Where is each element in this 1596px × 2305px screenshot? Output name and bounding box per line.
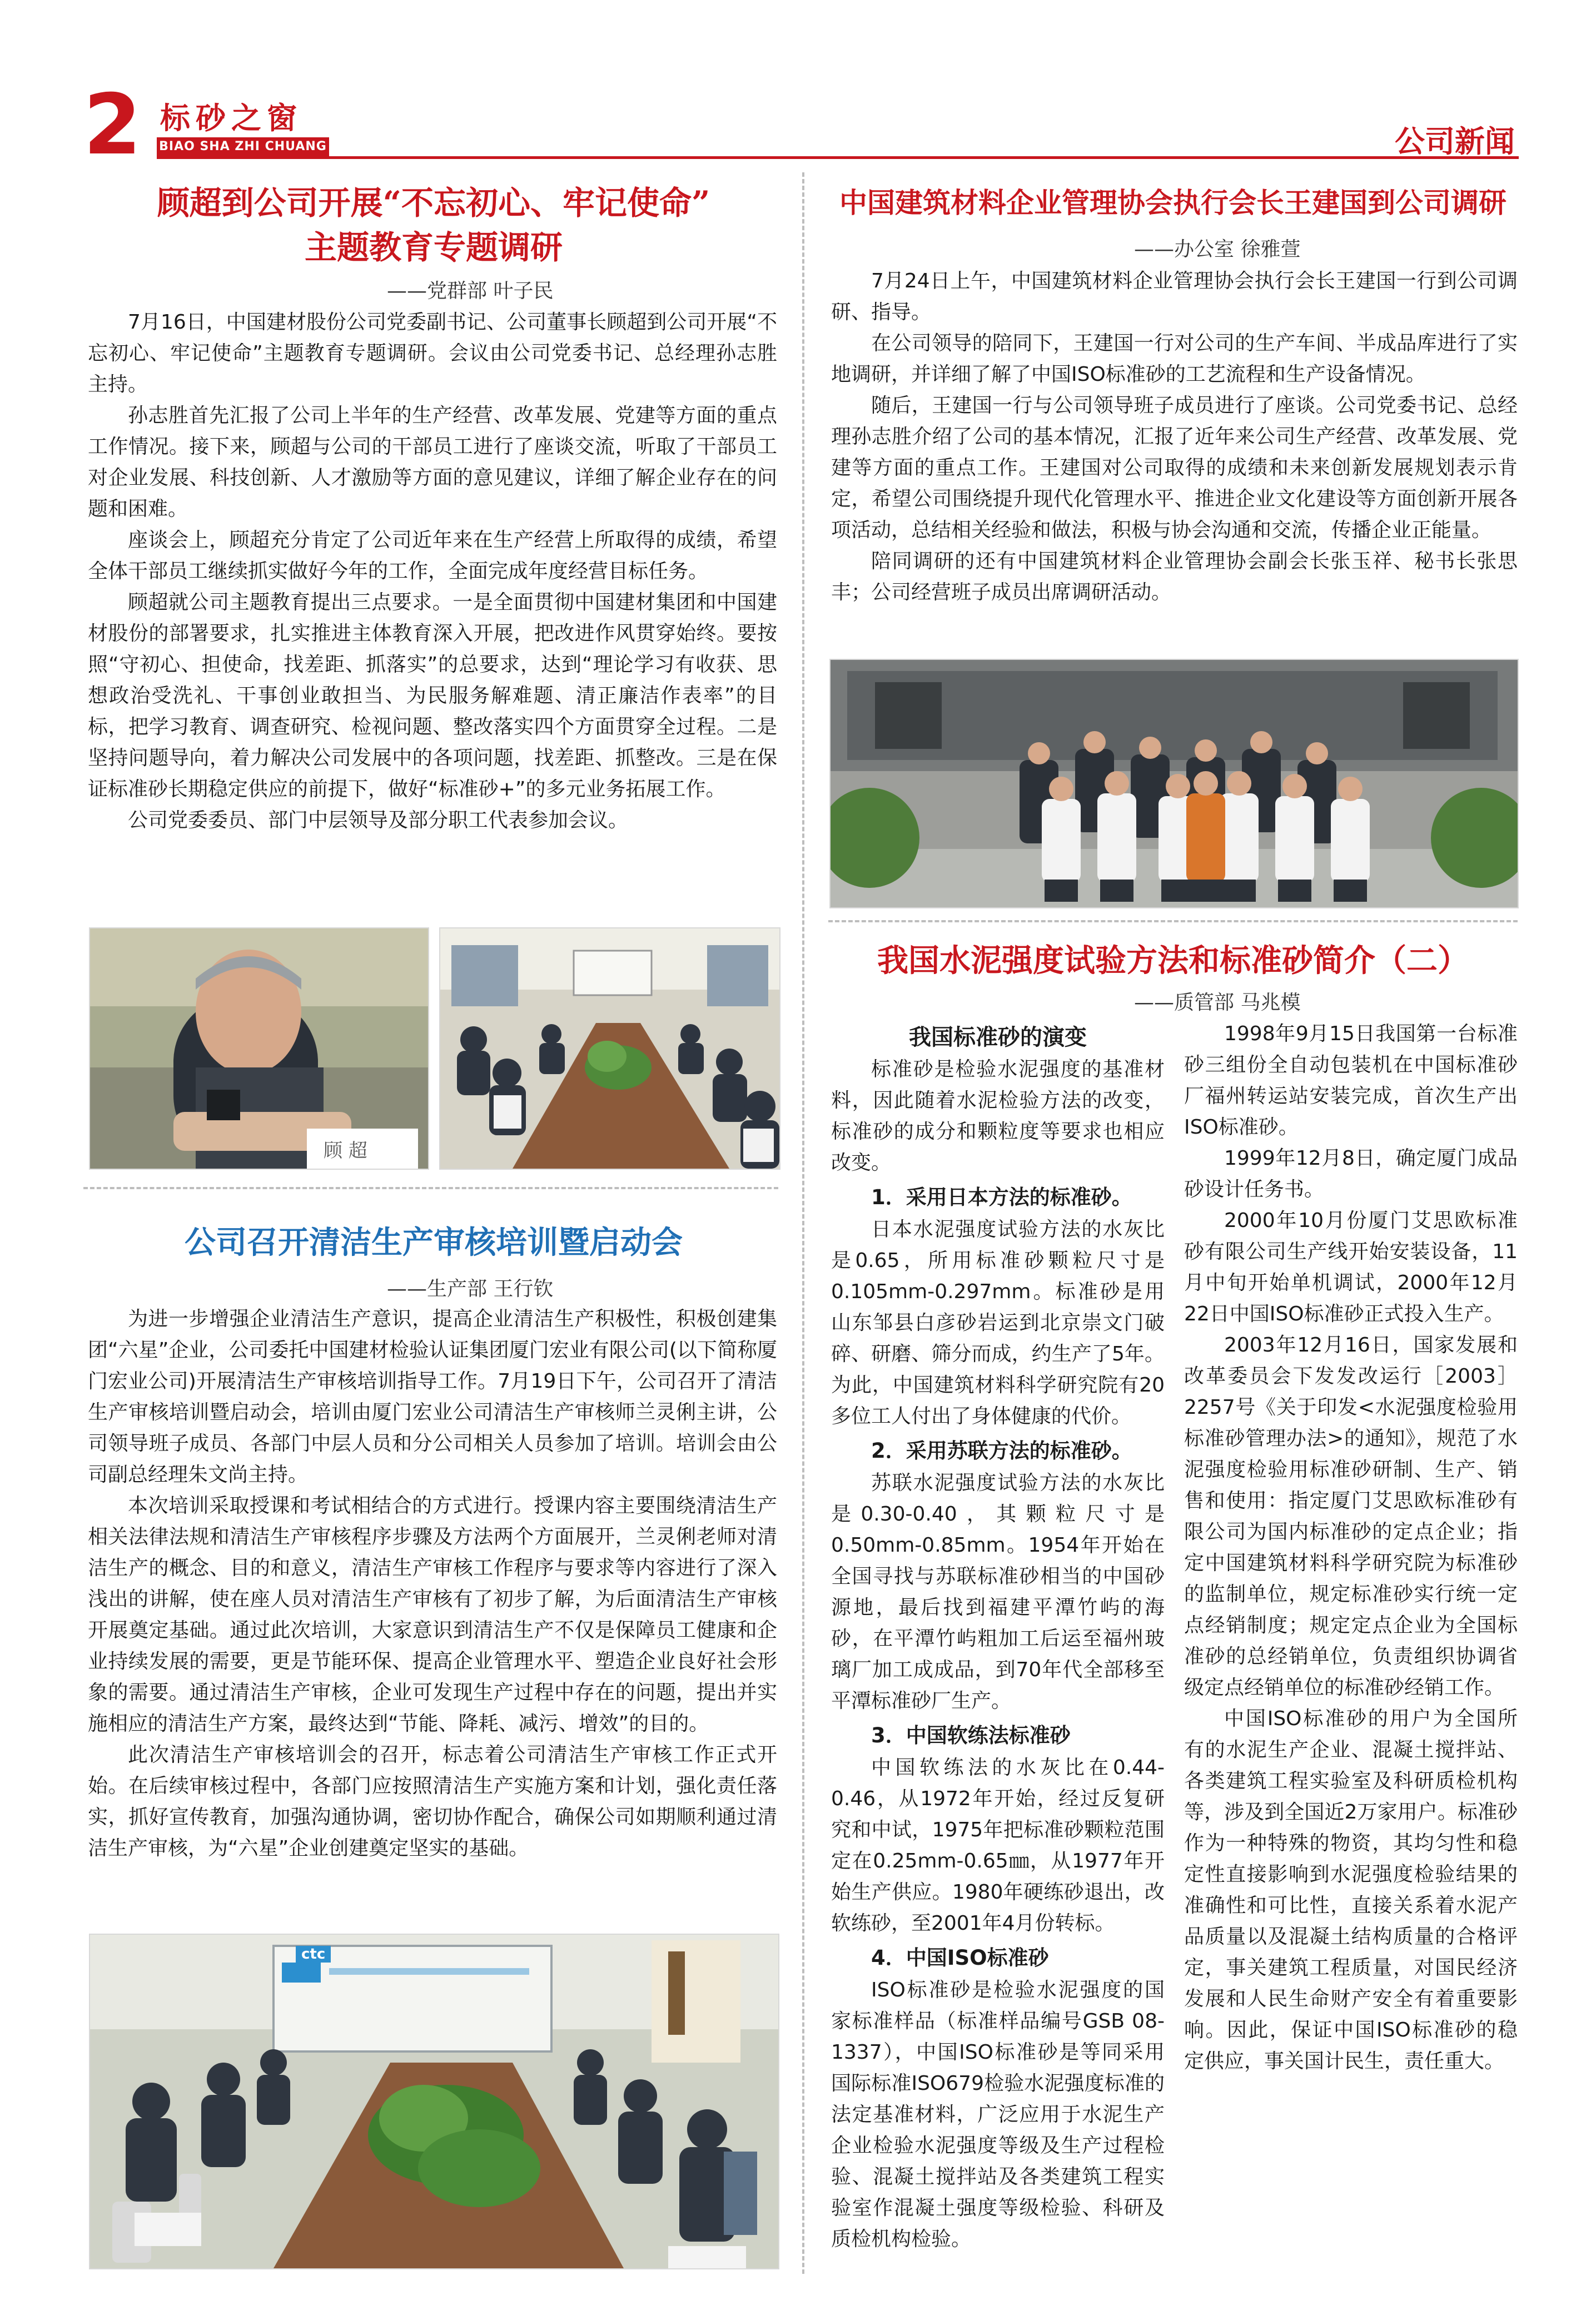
article3-paragraph: 陪同调研的还有中国建筑材料企业管理协会副会长张玉祥、秘书长张思丰；公司经营班子成员出席调研活动。	[831, 550, 1518, 604]
article2-title: 公司召开清洁生产审核培训暨启动会	[185, 1225, 683, 1261]
page-number: 2	[83, 77, 142, 173]
article2-body	[88, 1304, 777, 1864]
article2-photo-training	[89, 1934, 779, 2269]
article1-paragraph: 座谈会上，顾超充分肯定了公司近年来在生产经营上所取得的成绩，希望全体干部员工继续抓实做好今年的工作，全面完成年度经营目标任务。	[88, 529, 777, 583]
article4-byline: ——质管部 马兆模	[1134, 991, 1301, 1014]
article4-heading-2: 2．采用苏联方法的标准砂。	[871, 1439, 1132, 1463]
article3-paragraph: 随后，王建国一行与公司领导班子成员进行了座谈。公司党委书记、总经理孙志胜介绍了公司的基本情况，汇报了近年来公司生产经营、改革发展、党建等方面的重点工作。王建国对公司取得的成绩和未来创新发展规划表示肯定，希望公司围绕提升现代化管理水平、推进企业文化建设等方面创新开展各项活动，总结相关经验和做法，积极与协会沟通和交流，传播企业正能量。	[831, 394, 1518, 542]
article2-paragraph: 此次清洁生产审核培训会的召开，标志着公司清洁生产审核工作正式开始。在后续审核过程中，各部门应按照清洁生产实施方案和计划，强化责任落实，抓好宣传教育，加强沟通协调，密切协作配合，确保公司如期顺利通过清洁生产审核，为“六星”企业创建奠定坚实的基础。	[88, 1743, 777, 1860]
masthead-rule	[157, 156, 1519, 159]
nameplate-text: 顾 超	[324, 1140, 367, 1162]
article2-paragraph: 本次培训采取授课和考试相结合的方式进行。授课内容主要围绕清洁生产相关法律法规和清洁生产审核程序步骤及方法两个方面展开，兰灵俐老师对清洁生产的概念、目的和意义，清洁生产审核工作程序与要求等内容进行了深入浅出的讲解，使在座人员对清洁生产审核有了初步了解，为后面清洁生产审核开展奠定基础。通过此次培训，大家意识到清洁生产不仅是保障员工健康和企业持续发展的需要，更是节能环保、提高企业管理水平、塑造企业良好社会形象的需要。通过清洁生产审核，企业可发现生产过程中存在的问题，提出并实施相应的清洁生产方案，最终达到“节能、降耗、减污、增效”的目的。	[88, 1494, 777, 1735]
article4-paragraph: 2000年10月份厦门艾思欧标准砂有限公司生产线开始安装设备，11月中旬开始单机调试，2000年12月22日中国ISO标准砂正式投入生产。	[1184, 1209, 1518, 1325]
article4-title: 我国水泥强度试验方法和标准砂简介（二）	[877, 942, 1469, 979]
article1-paragraph: 顾超就公司主题教育提出三点要求。一是全面贯彻中国建材集团和中国建材股份的部署要求，扎实推进主体教育深入开展，把改进作风贯穿始终。要按照“守初心、担使命，找差距、抓落实”的总要求，达到“理论学习有收获、思想政治受洗礼、干事创业敢担当、为民服务解难题、清正廉洁作表率”的目标，把学习教育、调查研究、检视问题、整改落实四个方面贯穿全过程。二是坚持问题导向，着力解决公司发展中的各项问题，找差距、抓整改。三是在保证标准砂长期稳定供应的前提下，做好“标准砂+”的多元业务拓展工作。	[88, 591, 777, 801]
article1-title-line1: 顾超到公司开展“不忘初心、牢记使命”	[157, 184, 710, 222]
section-label: 公司新闻	[1395, 123, 1515, 159]
article1-photo-meeting	[439, 927, 780, 1170]
article3-byline: ——办公室 徐雅萱	[1134, 238, 1301, 261]
article1-photo-speaker	[89, 927, 429, 1170]
article1-title	[83, 181, 784, 270]
article3-body	[831, 266, 1518, 608]
article4-heading-4: 4．中国ISO标准砂	[871, 1946, 1049, 1970]
article1-byline: ——党群部 叶子民	[387, 280, 554, 302]
article4-section-title: 我国标准砂的演变	[909, 1025, 1087, 1050]
article4-intro: 标准砂是检验水泥强度的基准材料，因此随着水泥检验方法的改变，标准砂的成分和颗粒度等要求也相应改变。	[831, 1058, 1165, 1174]
left-section-divider	[83, 1187, 778, 1189]
column-divider	[802, 172, 804, 2274]
masthead-title: 标砂之窗	[160, 100, 302, 136]
article2-byline: ——生产部 王行钦	[387, 1278, 554, 1300]
article4-paragraph: 日本水泥强度试验方法的水灰比是0.65，所用标准砂颗粒尺寸是0.105mm-0.297mm。标准砂是用山东邹县白彦砂岩运到北京崇文门破碎、研磨、筛分而成，约生产了5年。为此，中国建筑材料科学研究院有20多位工人付出了身体健康的代价。	[831, 1218, 1165, 1428]
article4-column-left	[831, 1019, 1165, 2255]
article4-heading-1: 1．采用日本方法的标准砂。	[871, 1185, 1132, 1209]
article4-paragraph: 2003年12月16日，国家发展和改革委员会下发发改运行［2003］2257号《关于印发<水泥强度检验用标准砂管理办法>的通知》，规范了水泥强度检验用标准砂研制、生产、销售和使用：指定厦门艾思欧标准砂有限公司为国内标准砂的定点企业；指定中国建筑材料科学研究院为标准砂的监制单位，规定标准砂实行统一定点经销制度；规定定点企业为全国标准砂的总经销单位，负责组织协调省级定点经销单位的标准砂经销工作。	[1184, 1334, 1518, 1699]
article2-paragraph: 为进一步增强企业清洁生产意识，提高企业清洁生产积极性，积极创建集团“六星”企业，公司委托中国建材检验认证集团厦门宏业有限公司(以下简称厦门宏业公司)开展清洁生产审核培训指导工作。7月19日下午，公司召开了清洁生产审核培训暨启动会，培训由厦门宏业公司清洁生产审核师兰灵俐主讲，公司领导班子成员、各部门中层人员和分公司相关人员参加了培训。培训会由公司副总经理朱文尚主持。	[88, 1308, 777, 1486]
article1-paragraph: 7月16日，中国建材股份公司党委副书记、公司董事长顾超到公司开展“不忘初心、牢记使命”主题教育专题调研。会议由公司党委书记、总经理孙志胜主持。	[88, 311, 777, 396]
masthead-pinyin: BIAO SHA ZHI CHUANG	[157, 137, 329, 156]
article4-paragraph: 1998年9月15日我国第一台标准砂三组份全自动包装机在中国标准砂厂福州转运站安装完成，首次生产出ISO标准砂。	[1184, 1022, 1518, 1139]
article4-paragraph: 中国软练法的水灰比在0.44-0.46，从1972年开始，经过反复研究和中试，1975年把标准砂颗粒范围定在0.25mm-0.65㎜，从1977年开始生产供应。1980年硬练砂退出，改软练砂，至2001年4月份转标。	[831, 1756, 1165, 1935]
article4-paragraph: ISO标准砂是检验水泥强度的国家标准样品（标准样品编号GSB 08-1337），中国ISO标准砂是等同采用国际标准ISO679检验水泥强度标准的法定基准材料，广泛应用于水泥生产企业检验水泥强度等级及生产过程检验、混凝土搅拌站及各类建筑工程实验室作混凝土强度等级检验、科研及质检机构检验。	[831, 1979, 1165, 2251]
article1-title-line2: 主题教育专题调研	[304, 228, 563, 266]
article4-paragraph: 1999年12月8日，确定厦门成品砂设计任务书。	[1184, 1147, 1518, 1201]
article1-body	[88, 307, 777, 836]
right-section-divider	[828, 920, 1518, 922]
article4-heading-3: 3．中国软练法标准砂	[871, 1723, 1071, 1747]
article3-paragraph: 在公司领导的陪同下，王建国一行对公司的生产车间、半成品库进行了实地调研，并详细了解了中国ISO标准砂的工艺流程和生产设备情况。	[831, 332, 1518, 386]
ctc-logo: ctc	[296, 1946, 331, 1963]
article4-paragraph: 苏联水泥强度试验方法的水灰比是0.30-0.40，其颗粒尺寸是0.50mm-0.85mm。1954年开始在全国寻找与苏联标准砂相当的中国砂源地，最后找到福建平潭竹屿的海砂，在平潭竹屿粗加工后运至福州玻璃厂加工成成品，到70年代全部移至平潭标准砂厂生产。	[831, 1472, 1165, 1712]
article3-photo-group	[829, 659, 1519, 908]
article4-paragraph: 中国ISO标准砂的用户为全国所有的水泥生产企业、混凝土搅拌站、各类建筑工程实验室及科研质检机构等，涉及到全国近2万家用户。标准砂作为一种特殊的物资，其均匀性和稳定性直接影响到水泥强度检验结果的准确性和可比性，直接关系着水泥产品质量以及混凝土结构质量的合格评定，事关建筑工程质量，对国民经济发展和人民生命财产安全有着重要影响。因此，保证中国ISO标准砂的稳定供应，事关国计民生，责任重大。	[1184, 1707, 1518, 2073]
article1-paragraph: 孙志胜首先汇报了公司上半年的生产经营、改革发展、党建等方面的重点工作情况。接下来，顾超与公司的干部员工进行了座谈交流，听取了干部员工对企业发展、科技创新、人才激励等方面的意见建议，详细了解企业存在的问题和困难。	[88, 404, 777, 520]
article4-column-right	[1184, 1019, 1518, 2077]
article1-paragraph: 公司党委委员、部门中层领导及部分职工代表参加会议。	[128, 809, 629, 832]
article3-title: 中国建筑材料企业管理协会执行会长王建国到公司调研	[839, 186, 1506, 219]
article3-paragraph: 7月24日上午，中国建筑材料企业管理协会执行会长王建国一行到公司调研、指导。	[831, 270, 1518, 324]
